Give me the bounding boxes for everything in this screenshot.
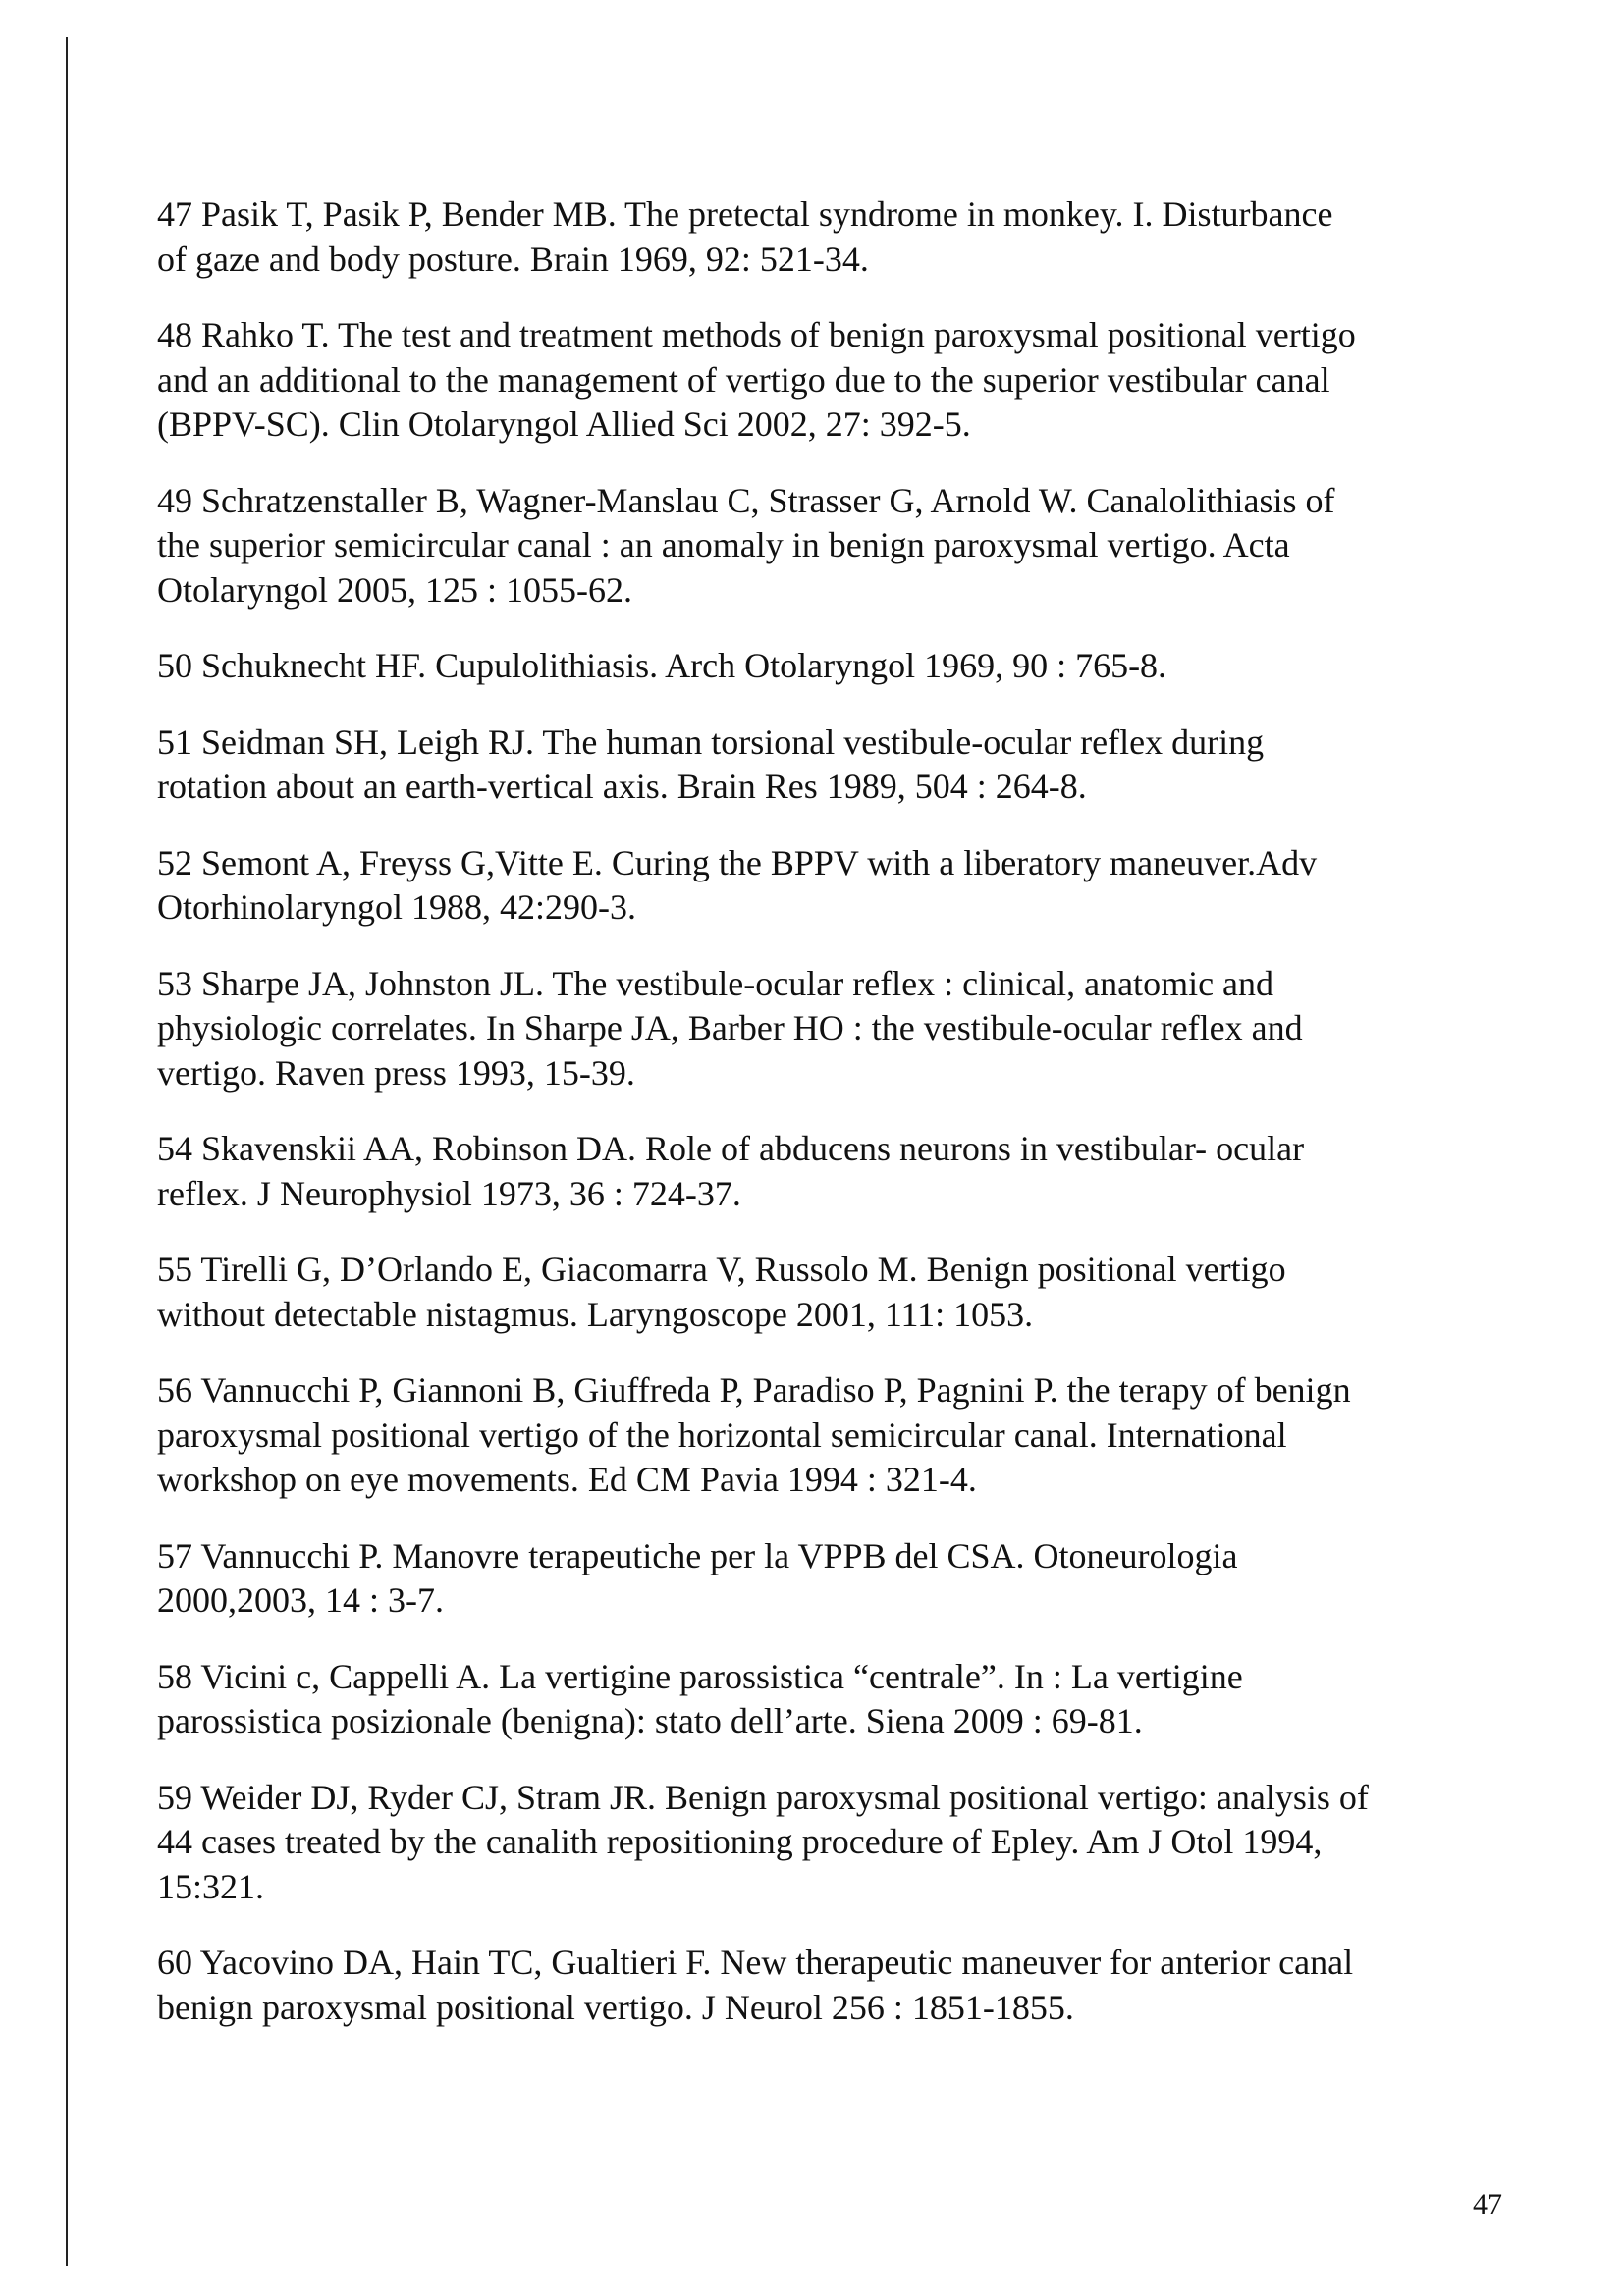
reference-item-50: 50 Schuknecht HF. Cupulolithiasis. Arch Otolaryngol 1969, 90 : 765-8.: [157, 646, 1167, 685]
reference-item-60: 60 Yacovino DA, Hain TC, Gualtieri F. New therapeutic maneuver for anterior canal benign paroxysmal positional vertigo. J Neurol 256 : 1851-1855.: [157, 1943, 1354, 2027]
reference-item-51: 51 Seidman SH, Leigh RJ. The human torsional vestibule-ocular reflex during rotation about an earth-vertical axis. Brain Res 1989, 504 : 264-8.: [157, 721, 1265, 806]
page-number: 47: [1473, 2188, 1502, 2220]
reference-item-58: 58 Vicini c, Cappelli A. La vertigine parossistica “centrale”. In : La vertigine parossistica posizionale (benigna): stato dell’arte. Siena 2009 : 69-81.: [157, 1656, 1243, 1740]
reference-item-57: 57 Vannucchi P. Manovre terapeutiche per la VPPB del CSA. Otoneurologia 2000,2003, 14 : 3-7.: [157, 1535, 1238, 1620]
reference-item-52: 52 Semont A, Freyss G,Vitte E. Curing the BPPV with a liberatory maneuver.Adv Otorhinolaryngol 1988, 42:290-3.: [157, 842, 1318, 927]
reference-item-55: 55 Tirelli G, D’Orlando E, Giacomarra V, Russolo M. Benign positional vertigo without detectable nistagmus. Laryngoscope 2001, 111: 1053.: [157, 1250, 1286, 1334]
reference-item-59: 59 Weider DJ, Ryder CJ, Stram JR. Benign paroxysmal positional vertigo: analysis of 44 cases treated by the canalith repositioning procedure of Epley. Am J Otol 1994, 15:321.: [157, 1777, 1369, 1906]
left-margin-rule: [66, 37, 68, 2266]
reference-item-54: 54 Skavenskii AA, Robinson DA. Role of abducens neurons in vestibular- ocular reflex. J Neurophysiol 1973, 36 : 724-37.: [157, 1129, 1305, 1213]
reference-item-53: 53 Sharpe JA, Johnston JL. The vestibule-ocular reflex : clinical, anatomic and physiologic correlates. In Sharpe JA, Barber HO : the vestibule-ocular reflex and vertigo. Raven press 1993, 15-39.: [157, 963, 1303, 1093]
reference-list: [157, 192, 1512, 2061]
reference-item-47: 47 Pasik T, Pasik P, Bender MB. The pretectal syndrome in monkey. I. Disturbance of gaze and body posture. Brain 1969, 92: 521-34.: [157, 194, 1333, 279]
reference-item-56: 56 Vannucchi P, Giannoni B, Giuffreda P, Paradiso P, Pagnini P. the terapy of benign paroxysmal positional vertigo of the horizontal semicircular canal. International workshop on eye movements. Ed CM Pavia 1994 : 321-4.: [157, 1370, 1351, 1499]
reference-item-49: 49 Schratzenstaller B, Wagner-Manslau C, Strasser G, Arnold W. Canalolithiasis of the superior semicircular canal : an anomaly in benign paroxysmal vertigo. Acta Otolaryngol 2005, 125 : 1055-62.: [157, 480, 1335, 610]
reference-item-48: 48 Rahko T. The test and treatment methods of benign paroxysmal positional vertigo and an additional to the management of vertigo due to the superior vestibular canal (BPPV-SC). Clin Otolaryngol Allied Sci 2002, 27: 392-5.: [157, 315, 1356, 444]
